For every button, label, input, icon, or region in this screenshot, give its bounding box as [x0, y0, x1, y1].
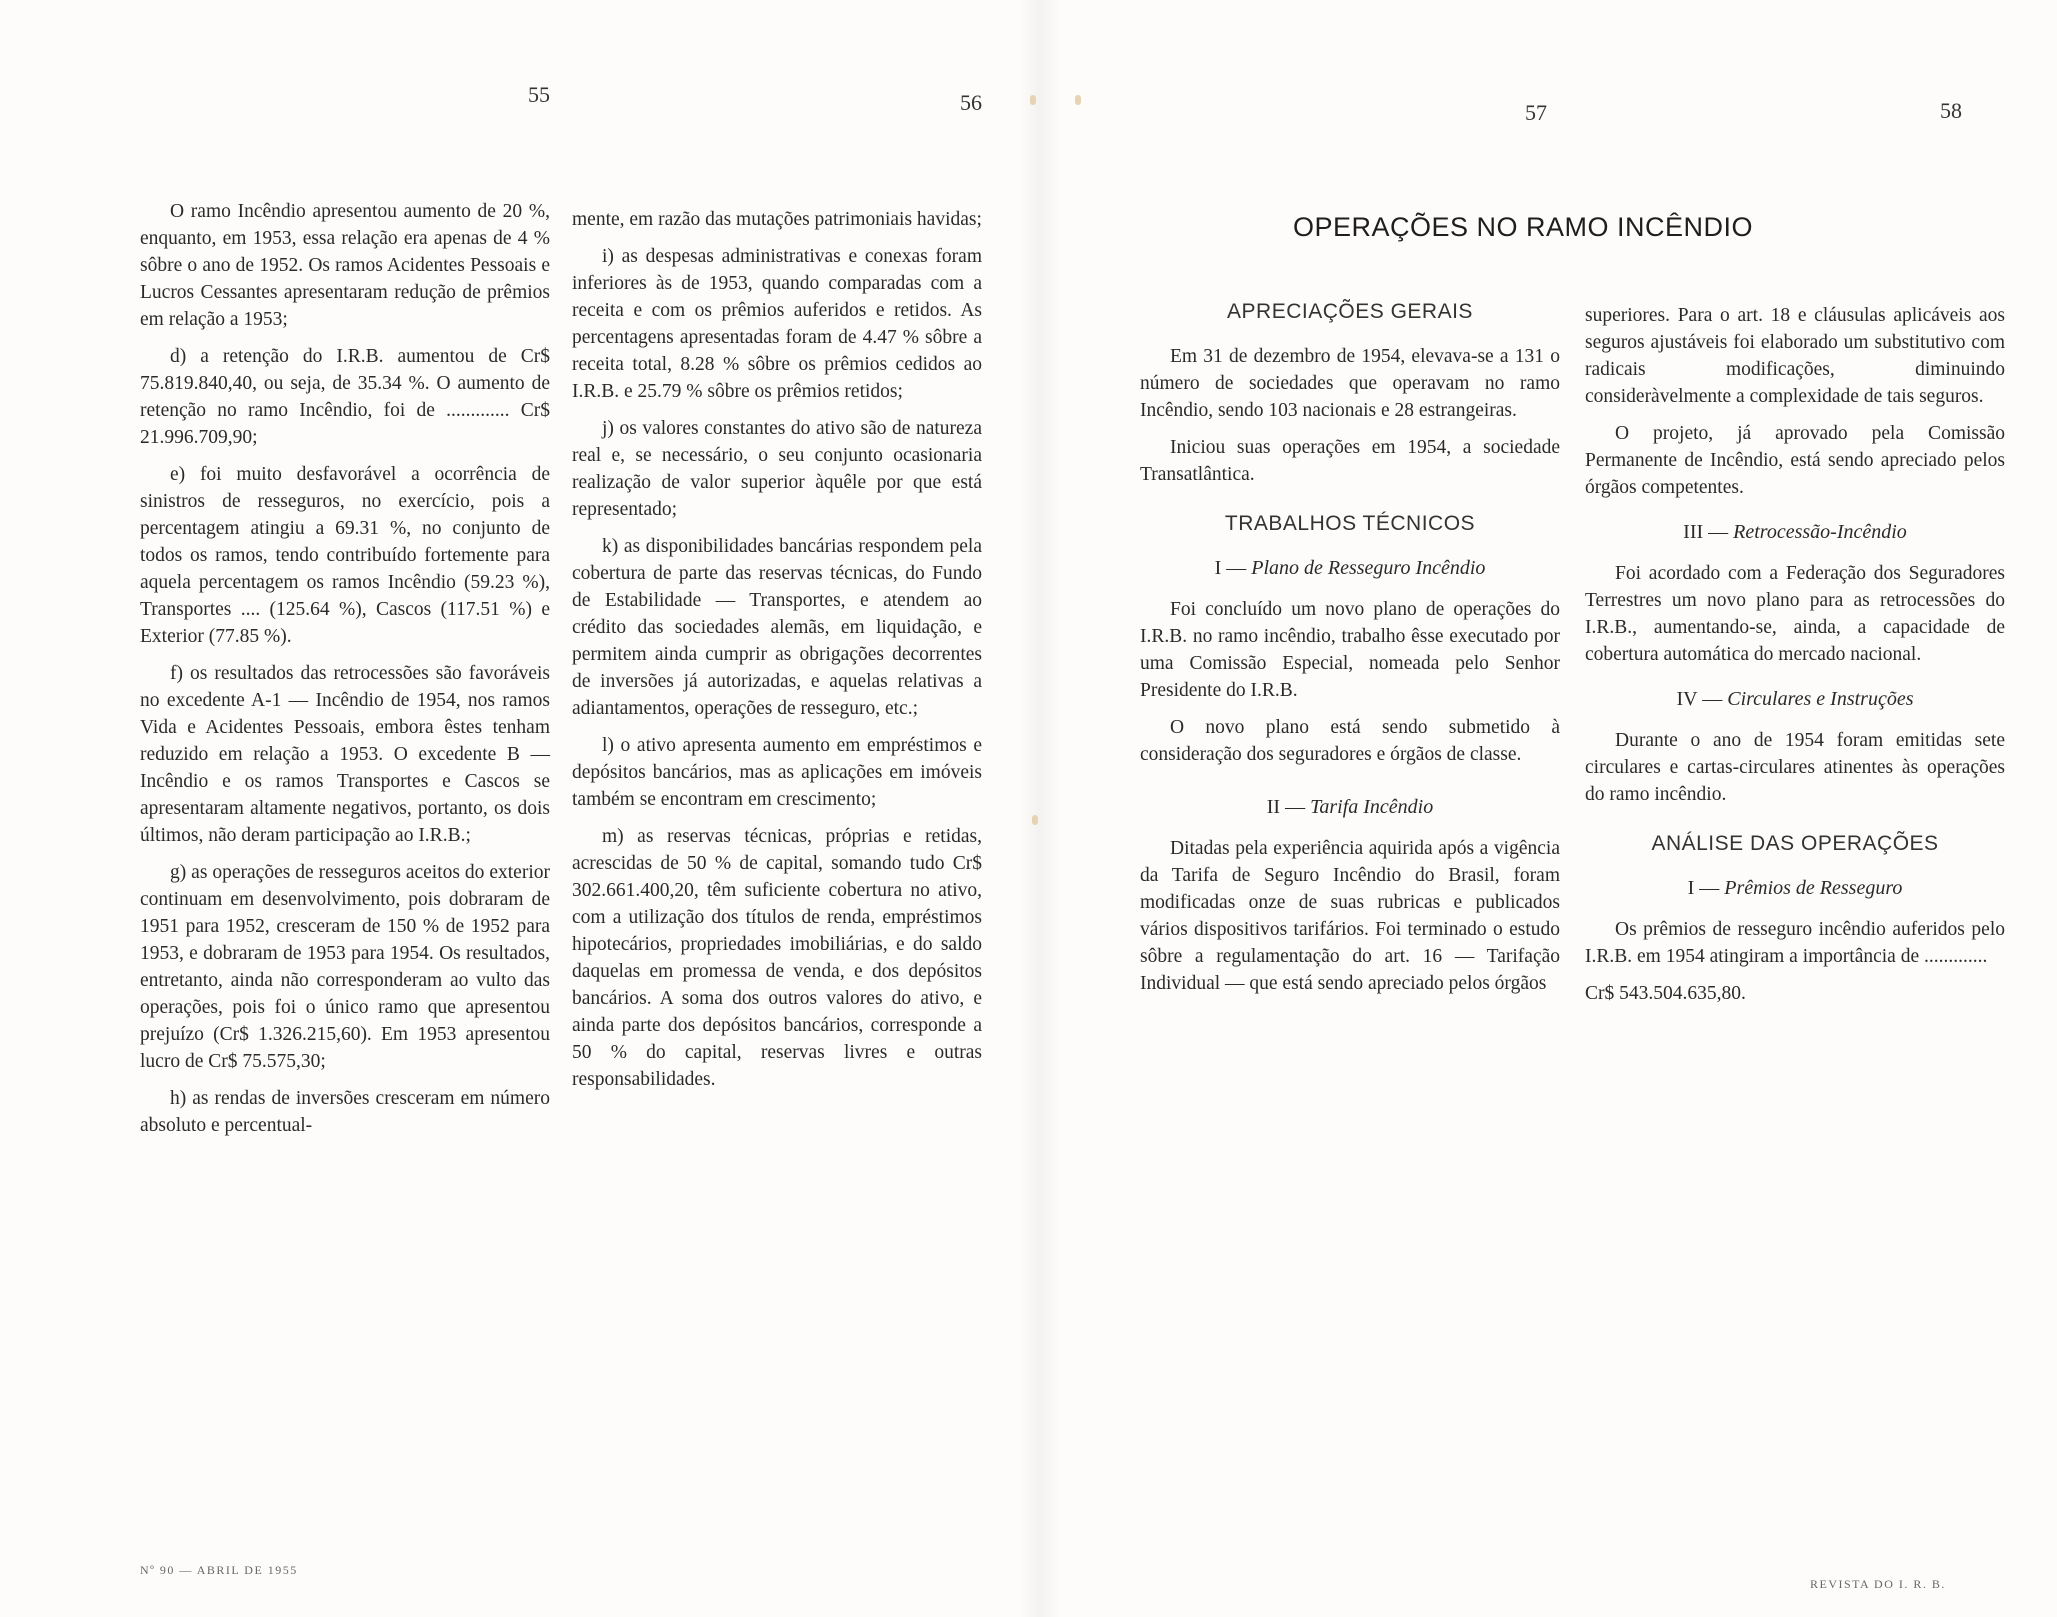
- paragraph-e: e) foi muito desfavorável a ocorrência de sinistros de resseguros, no exercício, pois a percentagem atingiu a 69.31 %, no conjunto de todos os ramos, tendo contribuído fortemente para aquela percentagem os ramos Incêndio (59.23 %), Transportes .... (125.64 %), Cascos (117.51 %) e Exterior (77.85 %).: [140, 464, 550, 647]
- subsection-heading: I — Prêmios de Resseguro: [1687, 877, 1903, 899]
- footer-journal: REVISTA DO I. R. B.: [1810, 1577, 1946, 1591]
- subsection-heading: I — Plano de Resseguro Incêndio: [1214, 557, 1486, 579]
- subsection-heading: II — Tarifa Incêndio: [1266, 796, 1434, 818]
- section-heading: TRABALHOS TÉCNICOS: [1224, 512, 1476, 535]
- paragraph-l: l) o ativo apresenta aumento em empréstimos e depósitos bancários, mas as aplicações em imóveis também se encontram em crescimento;: [572, 735, 982, 810]
- paragraph-m: m) as reservas técnicas, próprias e retidas, acrescidas de 50 % de capital, somando tudo Cr$ 302.661.400,20, têm suficiente cobertura no ativo, com a utilização dos títulos de renda, empréstimos hipotecários, propriedades imobiliárias, e do saldo daquelas em promessa de venda, e dos depósitos bancários. A soma dos outros valores do ativo, e ainda parte dos depósitos bancários, corresponde a 50 % do capital, reservas livres e outras responsabilidades.: [572, 826, 982, 1090]
- paragraph-k: k) as disponibilidades bancárias respondem pela cobertura de parte das reservas técnicas, do Fundo de Estabilidade — Transportes, e atendem ao crédito das sociedades alemãs, em liquidação, e permitem ainda cumprir as obrigações decorrentes de inversões já autorizadas, e aquelas relativas a adiantamentos, operações de resseguro, etc.;: [572, 536, 982, 719]
- paragraph: Em 31 de dezembro de 1954, elevava-se a 131 o número de sociedades que operavam no ramo Incêndio, sendo 103 nacionais e 28 estrangeiras.: [1140, 346, 1560, 421]
- paragraph: mente, em razão das mutações patrimoniais havidas;: [572, 209, 982, 230]
- section-heading: ANÁLISE DAS OPERAÇÕES: [1651, 832, 1939, 855]
- paragraph: O projeto, já aprovado pela Comissão Permanente de Incêndio, está sendo apreciado pelos órgãos competentes.: [1585, 423, 2005, 498]
- subsection-heading: III — Retrocessão-Incêndio: [1683, 521, 1907, 543]
- paragraph-d: d) a retenção do I.R.B. aumentou de Cr$ 75.819.840,40, ou seja, de 35.34 %. O aumento de retenção no ramo Incêndio, foi de ............. Cr$ 21.996.709,90;: [140, 346, 550, 448]
- footer-issue: Nº 90 — ABRIL DE 1955: [140, 1563, 298, 1577]
- page-number-57: 57: [1525, 100, 1547, 125]
- paragraph: Os prêmios de resseguro incêndio auferidos pelo I.R.B. em 1954 atingiram a importância de .............: [1585, 919, 2005, 967]
- paragraph: Iniciou suas operações em 1954, a sociedade Transatlântica.: [1140, 437, 1560, 485]
- paragraph-i: i) as despesas administrativas e conexas foram inferiores às de 1953, quando comparadas com a receita e com os prêmios auferidos e retidos. As percentagens apresentadas foram de 4.47 % sôbre a receita total, 8.28 % sôbre os prêmios cedidos ao I.R.B. e 25.79 % sôbre os prêmios retidos;: [572, 246, 982, 402]
- section-heading: APRECIAÇÕES GERAIS: [1227, 300, 1473, 323]
- page-number-55: 55: [528, 82, 550, 107]
- paragraph: Durante o ano de 1954 foram emitidas sete circulares e cartas-circulares atinentes às operações do ramo incêndio.: [1585, 730, 2005, 805]
- paragraph: Foi acordado com a Federação dos Seguradores Terrestres um novo plano para as retrocessões do I.R.B., aumentando-se, ainda, a capacidade de cobertura automática do mercado nacional.: [1585, 563, 2005, 665]
- right-page: [1040, 0, 2057, 1617]
- paper-speck: [1032, 815, 1038, 825]
- paragraph: superiores. Para o art. 18 e cláusulas aplicáveis aos seguros ajustáveis foi elaborado um substitutivo com radicais modificações, diminuindo consideràvelmente a complexidade de tais seguros.: [1585, 305, 2005, 407]
- paragraph-f: f) os resultados das retrocessões são favoráveis no excedente A-1 — Incêndio de 1954, nos ramos Vida e Acidentes Pessoais, embora êstes tenham reduzido em relação a 1953. O excedente B — Incêndio e os ramos Transportes e Cascos se apresentaram altamente negativos, portanto, os dois últimos, não deram participação ao I.R.B.;: [140, 663, 550, 846]
- page-number-56: 56: [960, 90, 982, 115]
- paragraph: Foi concluído um novo plano de operações do I.R.B. no ramo incêndio, trabalho êsse executado por uma Comissão Especial, nomeada pelo Senhor Presidente do I.R.B.: [1140, 599, 1560, 701]
- paragraph: O ramo Incêndio apresentou aumento de 20 %, enquanto, em 1953, essa relação era apenas de 4 % sôbre o ano de 1952. Os ramos Acidentes Pessoais e Lucros Cessantes apresentaram redução de prêmios em relação a 1953;: [140, 201, 550, 330]
- column-1: [140, 198, 550, 1149]
- column-2: [572, 206, 982, 1103]
- amount-value: Cr$ 543.504.635,80.: [1585, 983, 1746, 1004]
- paper-speck: [1030, 95, 1036, 105]
- paragraph: Ditadas pela experiência aquirida após a vigência da Tarifa de Seguro Incêndio do Brasil, foram modificadas onze de suas rubricas e publicados vários dispositivos tarifários. Foi terminado o estudo sôbre a regulamentação do art. 16 — Tarifação Individual — que está sendo apreciado pelos órgãos: [1140, 838, 1560, 994]
- subsection-heading: IV — Circulares e Instruções: [1676, 688, 1914, 710]
- column-3: [1140, 282, 1560, 1007]
- page-number-58: 58: [1940, 98, 1962, 123]
- page-title: OPERAÇÕES NO RAMO INCÊNDIO: [1293, 212, 1754, 242]
- paragraph-h: h) as rendas de inversões cresceram em número absoluto e percentual-: [140, 1088, 550, 1136]
- paragraph: O novo plano está sendo submetido à consideração dos seguradores e órgãos de classe.: [1140, 717, 1560, 765]
- column-4: [1585, 302, 2005, 1017]
- paragraph-g: g) as operações de resseguros aceitos do exterior continuam em desenvolvimento, pois dobraram de 1951 para 1952, cresceram de 150 % de 1952 para 1953, e dobraram de 1953 para 1954. Os resultados, entretanto, ainda não corresponderam ao vulto das operações, pois foi o único ramo que apresentou prejuízo (Cr$ 1.326.215,60). Em 1953 apresentou lucro de Cr$ 75.575,30;: [140, 862, 550, 1072]
- paragraph-j: j) os valores constantes do ativo são de natureza real e, se necessário, o seu conjunto ocasionaria realização de valor superior àquêle por que está representado;: [572, 418, 982, 520]
